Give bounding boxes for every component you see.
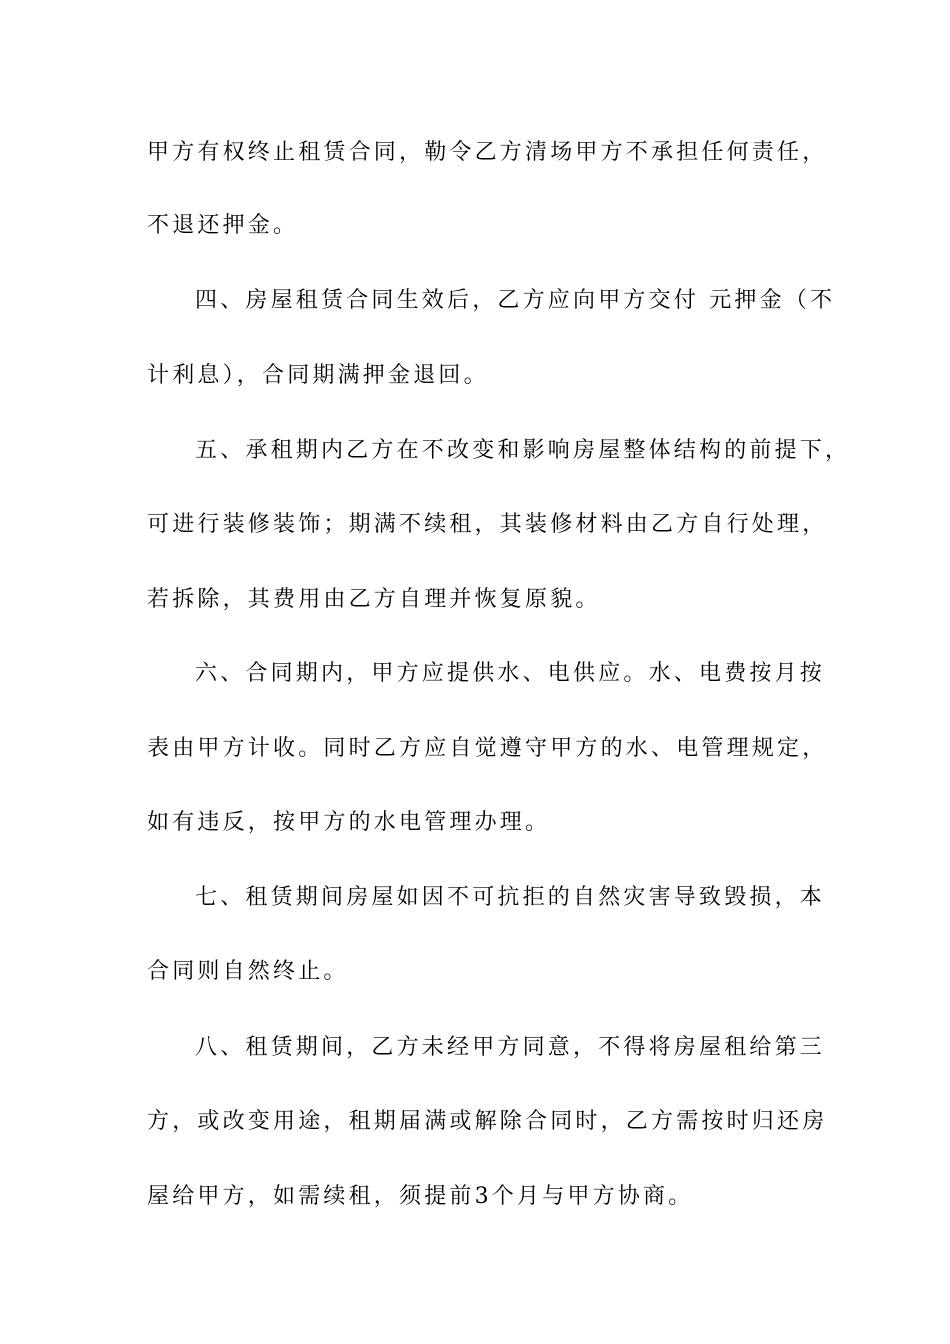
paragraph-line: 方，或改变用途，租期届满或解除合同时，乙方需按时归还房 <box>147 1109 828 1134</box>
clause-7-line: 七、租赁期间房屋如因不可抗拒的自然灾害导致毁损，本 <box>195 885 826 910</box>
paragraph-line: 如有违反，按甲方的水电管理办理。 <box>147 810 551 835</box>
paragraph-line: 可进行装修装饰；期满不续租，其装修材料由乙方自行处理， <box>147 512 828 537</box>
clause-6-line: 六、合同期内，甲方应提供水、电供应。水、电费按月按 <box>195 661 826 686</box>
paragraph-line: 若拆除，其费用由乙方自理并恢复原貌。 <box>147 587 601 612</box>
paragraph-line: 不退还押金。 <box>147 213 299 238</box>
paragraph-line: 屋给甲方，如需续租，须提前3个月与甲方协商。 <box>147 1184 694 1209</box>
paragraph-line: 计利息），合同期满押金退回。 <box>147 363 489 388</box>
paragraph-line: 表由甲方计收。同时乙方应自觉遵守甲方的水、电管理规定， <box>147 736 828 761</box>
clause-4-line: 四、房屋租赁合同生效后，乙方应向甲方交付 元押金（不 <box>195 288 836 313</box>
clause-8-line: 八、租赁期间，乙方未经甲方同意，不得将房屋租给第三 <box>195 1035 826 1060</box>
clause-5-line: 五、承租期内乙方在不改变和影响房屋整体结构的前提下， <box>195 438 851 463</box>
paragraph-line: 甲方有权终止租赁合同，勒令乙方清场甲方不承担任何责任， <box>147 140 828 165</box>
paragraph-line: 合同则自然终止。 <box>147 959 349 984</box>
